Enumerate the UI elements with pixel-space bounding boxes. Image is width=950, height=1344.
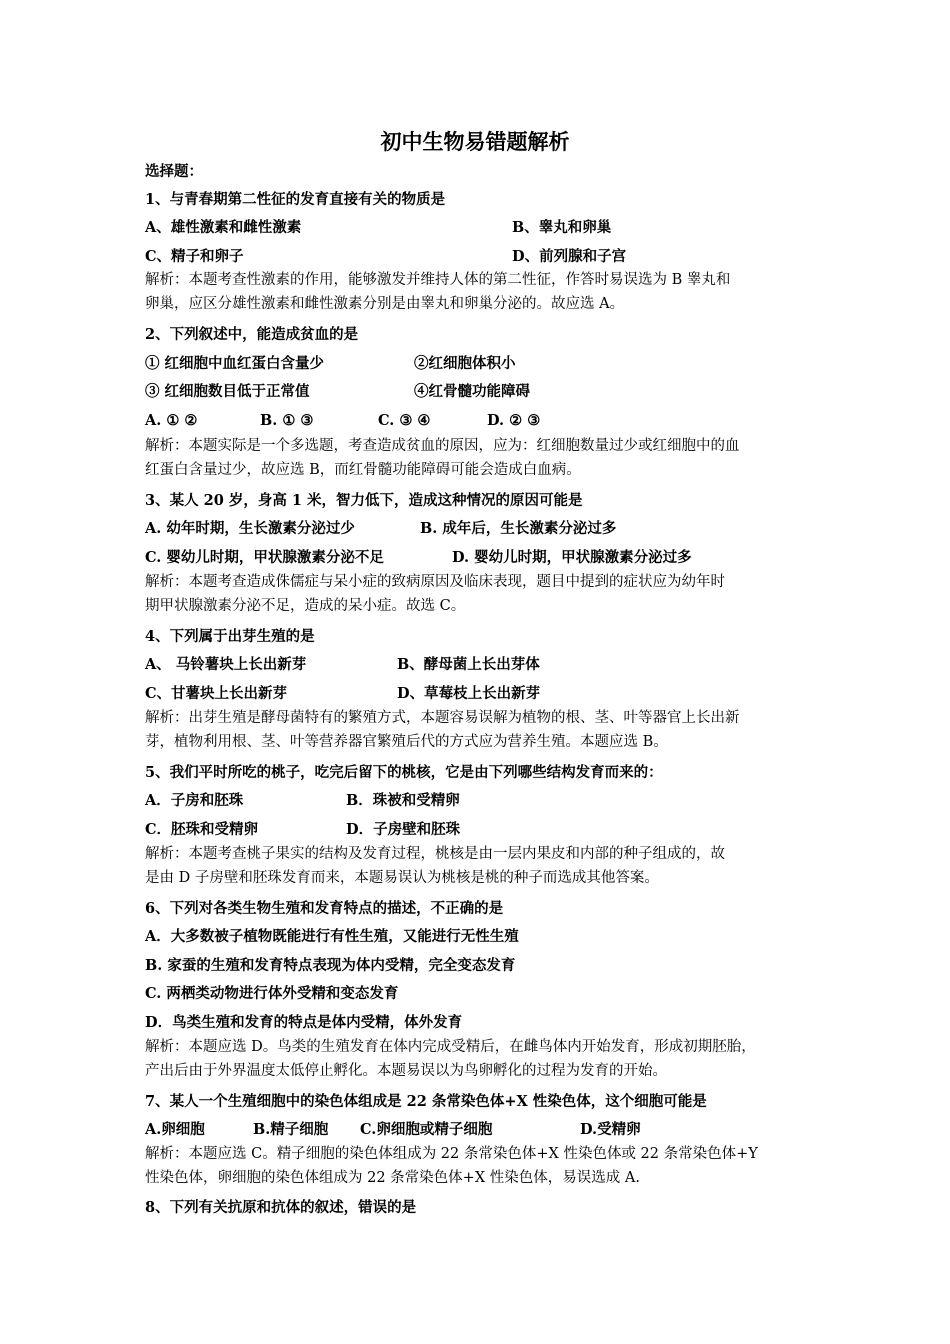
question-2-item-4: ④红骨髓功能障碍: [414, 383, 530, 400]
question-1-option-c: C、精子和卵子: [145, 248, 244, 265]
question-1-stem: 1、与青春期第二性征的发育直接有关的物质是: [145, 191, 446, 208]
question-2-option-a: A. ① ②: [145, 412, 198, 429]
question-1-option-d: D、前列腺和子宫: [512, 248, 627, 265]
question-7-analysis-line: 解析：本题应选 C。精子细胞的染色体组成为 22 条常染色体+X 性染色体或 22 条常染色体+Y: [145, 1146, 758, 1162]
question-6-option-d: D．鸟类生殖和发育的特点是体内受精，体外发育: [145, 1014, 463, 1031]
question-2-option-b: B. ① ③: [260, 412, 314, 429]
question-4-analysis-line: 芽，植物利用根、茎、叶等营养器官繁殖后代的方式应为营养生殖。本题应选 B。: [145, 734, 668, 750]
question-8-stem: 8、下列有关抗原和抗体的叙述，错误的是: [145, 1199, 417, 1216]
question-5-option-a: A．子房和胚珠: [145, 792, 244, 809]
question-2-item-1: ① 红细胞中血红蛋白含量少: [145, 355, 325, 372]
question-5-analysis-line: 是由 D 子房壁和胚珠发育而来，本题易误认为桃核是桃的种子而选成其他答案。: [145, 870, 659, 886]
question-4-option-a: A、 马铃薯块上长出新芽: [145, 656, 307, 673]
question-1-option-a: A、雄性激素和雌性激素: [145, 219, 302, 236]
question-6-option-b: B. 家蚕的生殖和发育特点表现为体内受精，完全变态发育: [145, 957, 516, 974]
question-5-analysis-line: 解析：本题考查桃子果实的结构及发育过程，桃核是由一层内果皮和内部的种子组成的，故: [145, 846, 725, 862]
question-2-option-c: C. ③ ④: [378, 412, 431, 429]
question-2-analysis-line: 红蛋白含量过少，故应选 B，而红骨髓功能障碍可能会造成白血病。: [145, 462, 581, 478]
question-3-option-a: A. 幼年时期，生长激素分泌过少: [145, 520, 355, 537]
question-7-analysis-line: 性染色体，卵细胞的染色体组成为 22 条常染色体+X 性染色体，易误选成 A.: [145, 1170, 640, 1186]
question-7-stem: 7、某人一个生殖细胞中的染色体组成是 22 条常染色体+X 性染色体，这个细胞可能是: [145, 1093, 707, 1110]
question-5-option-d: D．子房壁和胚珠: [346, 821, 461, 838]
question-1-analysis-line: 解析：本题考查性激素的作用，能够激发并维持人体的第二性征，作答时易误选为 B 睾丸和: [145, 272, 731, 288]
question-1-analysis-line: 卵巢，应区分雄性激素和雌性激素分别是由睾丸和卵巢分泌的。故应选 A。: [145, 296, 625, 312]
question-2-stem: 2、下列叙述中，能造成贫血的是: [145, 326, 359, 343]
question-6-option-a: A．大多数被子植物既能进行有性生殖，又能进行无性生殖: [145, 928, 519, 945]
question-4-stem: 4、下列属于出芽生殖的是: [145, 628, 315, 645]
question-5-stem: 5、我们平时所吃的桃子，吃完后留下的桃核，它是由下列哪些结构发育而来的：: [145, 764, 663, 781]
question-7-option-c: C.卵细胞或精子细胞: [360, 1121, 493, 1138]
question-5-option-c: C．胚珠和受精卵: [145, 821, 259, 838]
question-1-option-b: B、睾丸和卵巢: [512, 219, 612, 236]
page-title: 初中生物易错题解析: [380, 129, 570, 154]
question-4-option-c: C、甘薯块上长出新芽: [145, 685, 288, 702]
question-4-option-d: D、草莓枝上长出新芽: [397, 685, 541, 702]
question-2-option-d: D. ② ③: [487, 412, 541, 429]
question-7-option-a: A.卵细胞: [145, 1121, 205, 1138]
question-6-analysis-line: 解析：本题应选 D。鸟类的生殖发育在体内完成受精后，在雌鸟体内开始发育，形成初期胚胎，: [145, 1039, 756, 1055]
question-3-option-b: B. 成年后，生长激素分泌过多: [420, 520, 617, 537]
question-7-option-d: D.受精卵: [580, 1121, 641, 1138]
question-3-stem: 3、某人 20 岁，身高 1 米，智力低下，造成这种情况的原因可能是: [145, 492, 583, 509]
question-7-option-b: B.精子细胞: [253, 1121, 329, 1138]
question-5-option-b: B．珠被和受精卵: [346, 792, 460, 809]
question-3-analysis-line: 期甲状腺激素分泌不足，造成的呆小症。故选 C。: [145, 598, 466, 614]
question-4-analysis-line: 解析：出芽生殖是酵母菌特有的繁殖方式，本题容易误解为植物的根、茎、叶等器官上长出新: [145, 710, 740, 726]
section-label: 选择题：: [145, 163, 203, 180]
question-2-item-3: ③ 红细胞数目低于正常值: [145, 383, 310, 400]
question-6-analysis-line: 产出后由于外界温度太低停止孵化。本题易误以为鸟卵孵化的过程为发育的开始。: [145, 1063, 667, 1079]
question-2-item-2: ②红细胞体积小: [414, 355, 516, 372]
question-2-analysis-line: 解析：本题实际是一个多选题，考查造成贫血的原因，应为：红细胞数量过少或红细胞中的血: [145, 438, 740, 454]
question-3-analysis-line: 解析：本题考查造成侏儒症与呆小症的致病原因及临床表现，题目中提到的症状应为幼年时: [145, 574, 725, 590]
question-3-option-d: D. 婴幼儿时期，甲状腺激素分泌过多: [452, 549, 692, 566]
question-6-option-c: C. 两栖类动物进行体外受精和变态发育: [145, 985, 399, 1002]
question-6-stem: 6、下列对各类生物生殖和发育特点的描述，不正确的是: [145, 900, 504, 917]
question-3-option-c: C. 婴幼儿时期，甲状腺激素分泌不足: [145, 549, 384, 566]
question-4-option-b: B、酵母菌上长出芽体: [397, 656, 540, 673]
